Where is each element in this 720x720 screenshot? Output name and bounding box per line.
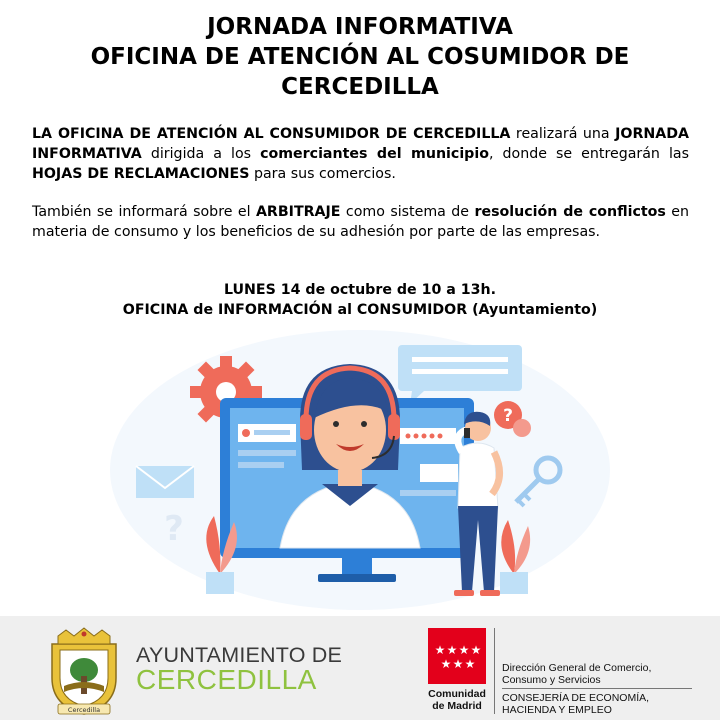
conflict-resolution-term: resolución de conflictos xyxy=(474,204,666,220)
ayuntamiento-line-1: AYUNTAMIENTO DE xyxy=(136,643,343,667)
text-segment: También se informará sobre el xyxy=(32,204,256,220)
event-date: LUNES 14 de octubre de 10 a 13h. xyxy=(223,282,497,298)
star-icon: ★ xyxy=(434,643,446,657)
dg-line-2: Consumo y Servicios xyxy=(502,674,601,686)
star-icon: ★ xyxy=(464,657,476,671)
comunidad-madrid-name xyxy=(424,688,490,712)
star-icon: ★ xyxy=(446,643,458,657)
arbitration-term: ARBITRAJE xyxy=(255,204,341,220)
audience: comerciantes del municipio xyxy=(260,146,489,162)
page-title xyxy=(0,12,720,102)
direccion-general xyxy=(502,662,651,686)
footer xyxy=(0,616,720,720)
cm-line-2: de Madrid xyxy=(432,700,482,712)
svg-text:?: ? xyxy=(503,406,513,426)
event-location: OFICINA de INFORMACIÓN al CONSUMIDOR (Ayuntamiento) xyxy=(122,302,598,318)
dg-line-1: Dirección General de Comercio, xyxy=(502,662,652,674)
event-details xyxy=(0,280,720,320)
customer-service-illustration xyxy=(0,320,720,616)
svg-text:?: ? xyxy=(164,509,184,549)
text-segment: para sus comercios. xyxy=(249,166,396,182)
ayuntamiento-line-2: CERCEDILLA xyxy=(136,664,317,695)
title-line-2: OFICINA DE ATENCIÓN AL COSUMIDOR DE xyxy=(90,44,630,70)
cm-line-1: Comunidad xyxy=(428,688,486,700)
text-segment: dirigida a los xyxy=(141,146,261,162)
complaint-sheets: HOJAS DE RECLAMACIONES xyxy=(32,166,250,182)
text-segment: en materia de consumo y los beneficios de su adhesión por parte de las empresas. xyxy=(32,204,689,240)
text-segment: como sistema de xyxy=(340,204,475,220)
office-name: LA OFICINA DE ATENCIÓN AL CONSUMIDOR DE CERCEDILLA xyxy=(32,126,511,142)
title-line-3: CERCEDILLA xyxy=(281,74,439,100)
star-icon: ★ xyxy=(470,643,482,657)
text-segment: , donde se entregarán las xyxy=(488,146,689,162)
divider xyxy=(502,688,692,689)
text-segment: realizará una xyxy=(510,126,616,142)
consejeria-line-1: CONSEJERÍA DE ECONOMÍA, xyxy=(502,692,650,704)
arbitration-paragraph xyxy=(32,202,689,242)
crest-label: Cercedilla xyxy=(67,706,101,714)
question-mark-icon xyxy=(164,509,184,549)
consejeria-line-2: HACIENDA Y EMPLEO xyxy=(502,704,612,716)
star-icon: ★ xyxy=(458,643,470,657)
consejeria xyxy=(502,692,649,716)
mail-icon xyxy=(136,466,194,498)
divider xyxy=(494,628,495,714)
cercedilla-crest-logo xyxy=(44,626,124,716)
comunidad-madrid-stars-logo xyxy=(428,628,486,684)
star-icon: ★ xyxy=(452,657,464,671)
event-name: JORNADA INFORMATIVA xyxy=(32,126,689,162)
title-line-1: JORNADA INFORMATIVA xyxy=(207,14,513,40)
intro-paragraph xyxy=(32,124,689,184)
star-icon: ★ xyxy=(440,657,452,671)
